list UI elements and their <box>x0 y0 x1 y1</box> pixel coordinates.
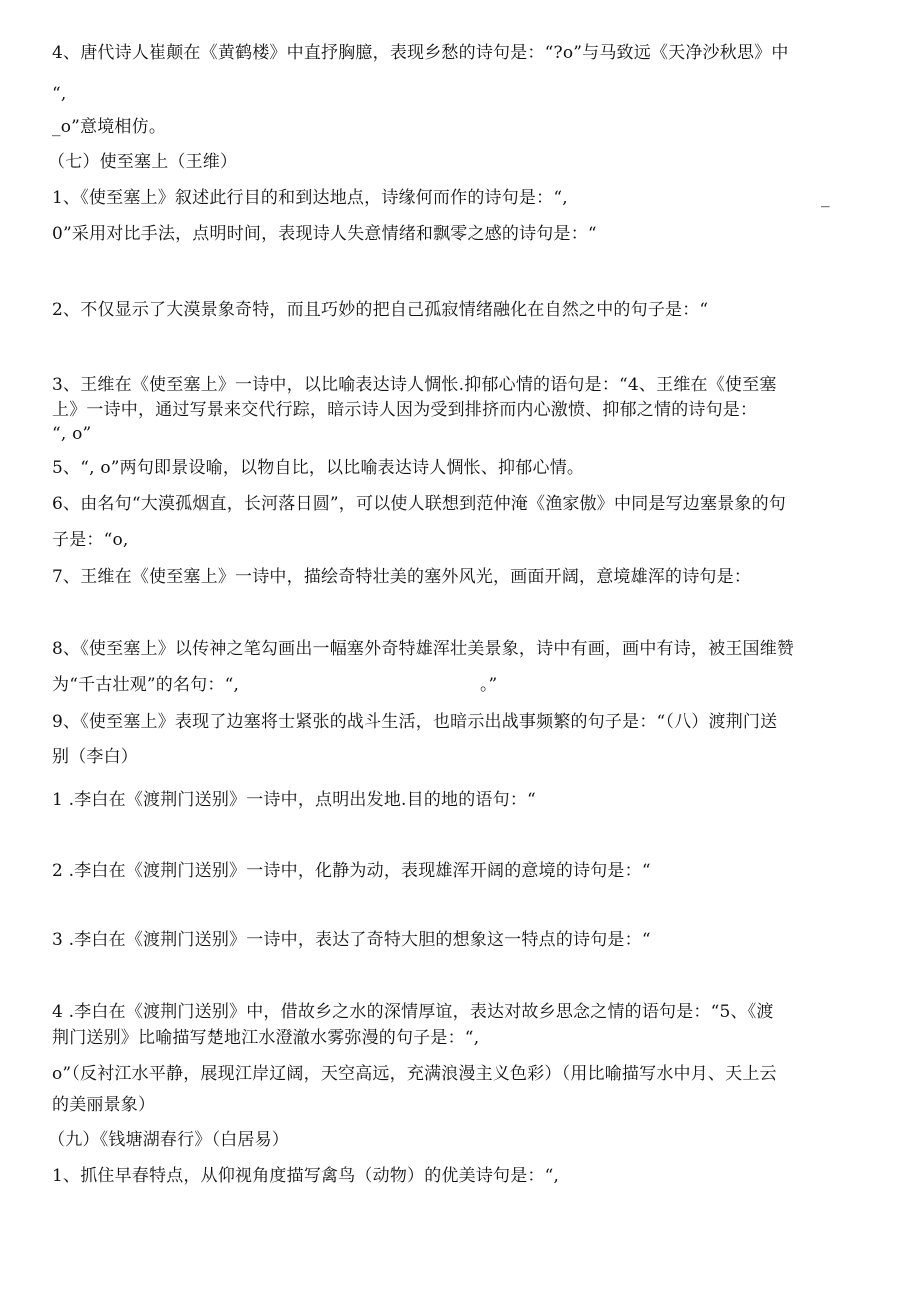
text-line: 2 .李白在《渡荆门送别》一诗中，化静为动，表现雄浑开阔的意境的诗句是：“ <box>52 861 651 881</box>
text-line: “, <box>52 84 67 104</box>
text-line: 4 .李白在《渡荆门送别》中，借故乡之水的深情厚谊，表达对故乡思念之情的语句是：“5、《渡 <box>52 1002 774 1022</box>
text-line: 9、《使至塞上》表现了边塞将士紧张的战斗生活，也暗示出战事频繁的句子是：“（八）渡荆门送 <box>52 712 778 732</box>
text-line: _o”意境相仿。 <box>52 117 167 137</box>
quote-end: 。” <box>480 675 498 695</box>
text-line: o”（反衬江水平静，展现江岸辽阔，天空高远，充满浪漫主义色彩）（用比喻描写水中月、天上云 <box>52 1064 777 1084</box>
text-line: 5、“, o”两句即景设喻，以物自比，以比喻表达诗人惆怅、抑郁心情。 <box>52 458 585 478</box>
section-heading: （九）《钱塘湖春行》（白居易） <box>48 1130 289 1150</box>
text-line: 1、《使至塞上》叙述此行目的和到达地点，诗缘何而作的诗句是：“, <box>52 188 568 208</box>
text-line: 别（李白） <box>52 747 138 767</box>
text-line: 上》一诗中，通过写景来交代行踪，暗示诗人因为受到排挤而内心激愤、抑郁之情的诗句是： <box>52 400 758 420</box>
text-line: 1 .李白在《渡荆门送别》一诗中，点明出发地.目的地的语句：“ <box>52 790 536 810</box>
text-line: 为“千古壮观”的名句：“, <box>52 675 240 695</box>
text-line: 1、抓住早春特点，从仰视角度描写禽鸟（动物）的优美诗句是：“, <box>52 1166 560 1186</box>
text-line: 2、不仅显示了大漠景象奇特，而且巧妙的把自己孤寂情绪融化在自然之中的句子是：“ <box>52 300 709 320</box>
text-line: 3、王维在《使至塞上》一诗中，以比喻表达诗人惆怅.抑郁心情的语句是：“4、王维在《使至塞 <box>52 375 777 395</box>
text-line: 子是：“o, <box>52 530 129 550</box>
text-line: 3 .李白在《渡荆门送别》一诗中，表达了奇特大胆的想象这一特点的诗句是：“ <box>52 930 651 950</box>
text-line: 4、唐代诗人崔颠在《黄鹤楼》中直抒胸臆，表现乡愁的诗句是：“?o”与马致远《天净沙秋思》中 <box>52 43 789 63</box>
text-line: 荆门送别》比喻描写楚地江水澄澈水雾弥漫的句子是：“, <box>52 1028 480 1048</box>
blank-underscore: _ <box>821 188 830 208</box>
text-line: 0”采用对比手法，点明时间，表现诗人失意情绪和飘零之感的诗句是：“ <box>52 224 597 244</box>
text-line: 的美丽景象） <box>52 1095 156 1115</box>
text-line: 8、《使至塞上》以传神之笔勾画出一幅塞外奇特雄浑壮美景象，诗中有画，画中有诗，被王国维赞 <box>52 639 795 659</box>
text-line: 7、王维在《使至塞上》一诗中，描绘奇特壮美的塞外风光，画面开阔，意境雄浑的诗句是： <box>52 567 752 587</box>
section-heading: （七）使至塞上（王维） <box>48 152 238 172</box>
text-line: 6、由名句“大漠孤烟直，长河落日圆”，可以使人联想到范仲淹《渔家傲》中同是写边塞景象的句 <box>52 494 786 514</box>
text-line: “, o” <box>52 424 92 444</box>
